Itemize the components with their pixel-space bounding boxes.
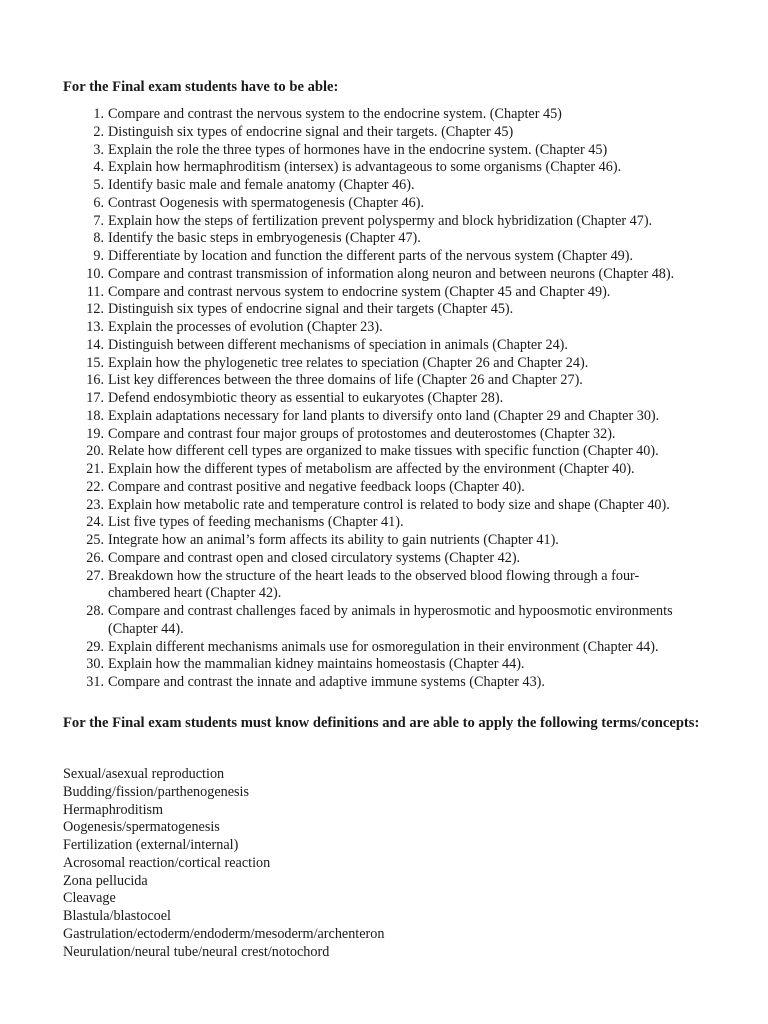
- objective-number: 26.: [86, 549, 104, 566]
- objective-number: 25.: [86, 532, 104, 548]
- objective-item: [0, 159, 708, 177]
- objective-number: 21.: [86, 461, 104, 477]
- term-item: Budding/fission/parthenogenesis: [63, 783, 249, 800]
- objective-item: [0, 603, 708, 639]
- term-item: Neurulation/neural tube/neural crest/notochord: [63, 943, 330, 960]
- objective-number: 5.: [93, 177, 104, 193]
- objective-text: Integrate how an animal’s form affects its ability to gain nutrients (Chapter 41).: [108, 532, 559, 548]
- objective-number: 10.: [86, 265, 104, 282]
- objective-number: 27.: [86, 567, 104, 584]
- objective-item: [0, 319, 708, 337]
- objective-item: [0, 568, 708, 604]
- objective-text: Contrast Oogenesis with spermatogenesis (Chapter 46).: [108, 194, 425, 211]
- objective-item: [0, 443, 708, 461]
- objective-text: Compare and contrast four major groups of protostomes and deuterostomes (Chapter 32).: [108, 425, 616, 442]
- objective-item: [0, 372, 708, 390]
- term-item: Fertilization (external/internal): [63, 837, 239, 853]
- objective-number: 28.: [86, 603, 104, 619]
- objective-text: Identify the basic steps in embryogenesis (Chapter 47).: [108, 230, 421, 247]
- objective-item: [0, 408, 708, 426]
- objective-item: [0, 337, 708, 355]
- objective-item: [0, 142, 708, 160]
- objective-number: 24.: [86, 514, 104, 531]
- objective-text: Compare and contrast the nervous system to the endocrine system. (Chapter 45): [108, 106, 562, 122]
- objective-text: Breakdown how the structure of the heart leads to the observed blood flowing through a four-: [108, 567, 640, 584]
- objective-number: 17.: [86, 390, 104, 406]
- objective-number: 19.: [86, 425, 104, 442]
- objective-text: Relate how different cell types are organized to make tissues with specific function (Chapter 40).: [108, 443, 659, 460]
- objective-text: Explain how metabolic rate and temperature control is related to body size and shape (Chapter 40).: [108, 496, 670, 513]
- term-item: Cleavage: [63, 890, 116, 907]
- objectives-heading: For the Final exam students have to be able:: [63, 79, 339, 95]
- objective-number: 9.: [93, 248, 104, 264]
- objective-number: 20.: [86, 443, 104, 460]
- term-item: Hermaphroditism: [63, 801, 164, 818]
- objective-item: [0, 426, 708, 444]
- objective-item: [0, 497, 708, 515]
- objective-text: Compare and contrast transmission of information along neuron and between neurons (Chapter 48).: [108, 265, 675, 282]
- objective-item: [0, 532, 708, 550]
- objective-item: [0, 355, 708, 373]
- objective-text: List five types of feeding mechanisms (Chapter 41).: [108, 514, 404, 531]
- objective-text: Explain how the phylogenetic tree relates to speciation (Chapter 26 and Chapter 24).: [108, 354, 589, 371]
- objective-item: [0, 177, 708, 195]
- term-item: Sexual/asexual reproduction: [63, 766, 225, 782]
- objective-item: [0, 639, 708, 657]
- objective-number: 3.: [93, 141, 104, 158]
- objective-text: Explain the role the three types of hormones have in the endocrine system. (Chapter 45): [108, 141, 608, 158]
- objective-item: [0, 390, 708, 408]
- objective-text: Explain how the steps of fertilization prevent polyspermy and block hybridization (Chapter 47).: [108, 212, 653, 229]
- objective-item: [0, 230, 708, 248]
- objective-text: Explain how the mammalian kidney maintains homeostasis (Chapter 44).: [108, 656, 525, 673]
- objective-text: Compare and contrast nervous system to endocrine system (Chapter 45 and Chapter 49).: [108, 283, 611, 300]
- objective-text: Explain different mechanisms animals use for osmoregulation in their environment (Chapter 44).: [108, 638, 659, 655]
- objective-number: 29.: [86, 638, 104, 655]
- objective-text: List key differences between the three domains of life (Chapter 26 and Chapter 27).: [108, 372, 583, 389]
- objective-number: 4.: [93, 159, 104, 176]
- objective-number: 18.: [86, 407, 104, 424]
- terms-list: [63, 766, 384, 961]
- objective-number: 6.: [93, 194, 104, 211]
- objective-item: [0, 461, 708, 479]
- objective-text: Compare and contrast challenges faced by animals in hyperosmotic and hypoosmotic environments: [108, 603, 673, 619]
- objective-text: Defend endosymbiotic theory as essential to eukaryotes (Chapter 28).: [108, 390, 504, 406]
- objective-number: 2.: [93, 123, 104, 140]
- objective-number: 23.: [86, 496, 104, 513]
- objective-number: 22.: [86, 478, 104, 495]
- objective-text: Distinguish six types of endocrine signal and their targets (Chapter 45).: [108, 301, 514, 318]
- objective-item: [0, 195, 708, 213]
- objective-item: [0, 266, 708, 284]
- objective-text: Differentiate by location and function the different parts of the nervous system (Chapter 49).: [108, 248, 634, 264]
- objective-number: 16.: [86, 372, 104, 389]
- objective-text: Explain how the different types of metabolism are affected by the environment (Chapter 40).: [108, 461, 635, 477]
- objective-item: [0, 213, 708, 231]
- objective-item: [0, 301, 708, 319]
- objective-number: 15.: [86, 354, 104, 371]
- objective-text: Explain how hermaphroditism (intersex) is advantageous to some organisms (Chapter 46).: [108, 159, 622, 176]
- term-item: Blastula/blastocoel: [63, 908, 171, 924]
- term-item: Gastrulation/ectoderm/endoderm/mesoderm/archenteron: [63, 925, 385, 942]
- objective-number: 12.: [86, 301, 104, 318]
- objective-text: Identify basic male and female anatomy (Chapter 46).: [108, 177, 415, 193]
- objective-item: [0, 284, 708, 302]
- objective-text: Explain the processes of evolution (Chapter 23).: [108, 319, 383, 335]
- term-item: Oogenesis/spermatogenesis: [63, 819, 220, 836]
- objective-text: Distinguish between different mechanisms of speciation in animals (Chapter 24).: [108, 336, 568, 353]
- objective-text: (Chapter 44).: [108, 620, 184, 637]
- objective-number: 7.: [93, 212, 104, 229]
- objective-text: Compare and contrast open and closed circulatory systems (Chapter 42).: [108, 549, 521, 566]
- objective-item: [0, 550, 708, 568]
- objective-number: 8.: [93, 230, 104, 247]
- objective-number: 13.: [86, 319, 104, 335]
- objective-item: [0, 106, 708, 124]
- objective-text: Distinguish six types of endocrine signal and their targets. (Chapter 45): [108, 123, 514, 140]
- objective-text: Compare and contrast the innate and adaptive immune systems (Chapter 43).: [108, 674, 545, 690]
- objective-text: chambered heart (Chapter 42).: [108, 585, 282, 602]
- term-item: Acrosomal reaction/cortical reaction: [63, 854, 271, 871]
- objective-item: [0, 656, 708, 674]
- objective-item: [0, 124, 708, 142]
- objective-text: Compare and contrast positive and negative feedback loops (Chapter 40).: [108, 478, 525, 495]
- objectives-list: [0, 106, 708, 692]
- objective-number: 1.: [93, 106, 104, 122]
- objective-item: [0, 479, 708, 497]
- term-item: Zona pellucida: [63, 872, 148, 889]
- objective-number: 11.: [86, 283, 104, 300]
- objective-number: 30.: [86, 656, 104, 673]
- objective-item: [0, 514, 708, 532]
- objective-number: 31.: [86, 674, 104, 690]
- objective-item: [0, 248, 708, 266]
- objective-text: Explain adaptations necessary for land plants to diversify onto land (Chapter 29 and Chapter 30).: [108, 407, 660, 424]
- terms-heading: For the Final exam students must know definitions and are able to apply the following terms/concepts:: [63, 715, 700, 731]
- objective-item: [0, 674, 708, 692]
- objective-number: 14.: [86, 336, 104, 353]
